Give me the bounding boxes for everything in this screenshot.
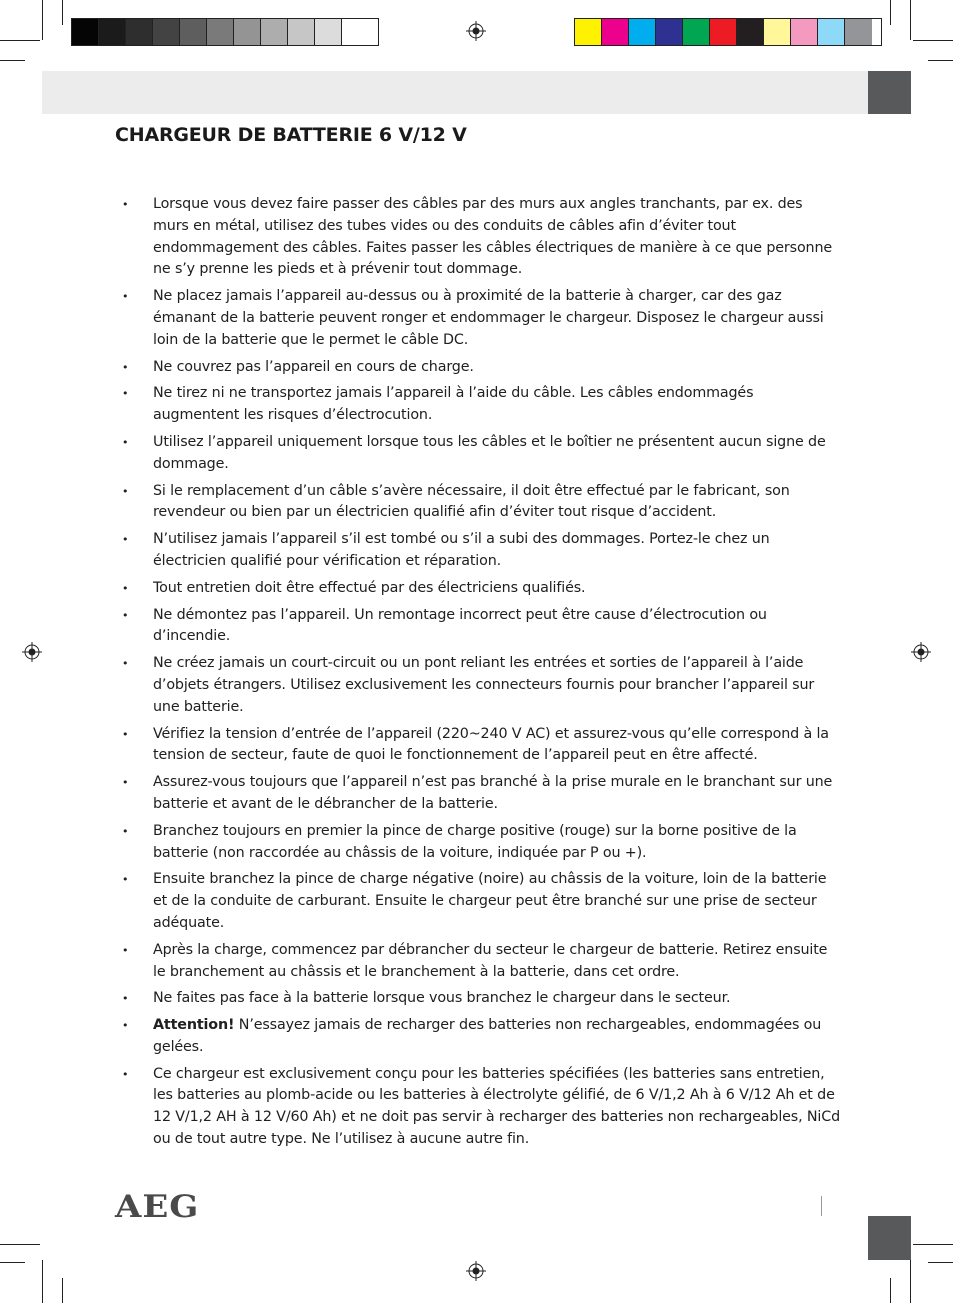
item-text: Branchez toujours en premier la pince de charge positive (rouge) sur la borne positive de la batterie (non raccordée au châssis de la voiture, indiquée par P ou +).: [153, 822, 797, 861]
grayscale-color-bar: [71, 18, 379, 46]
crop-mark: [62, 0, 63, 25]
bullet-icon: •: [122, 533, 129, 547]
color-swatch: [315, 19, 342, 45]
bullet-icon: •: [122, 657, 129, 671]
bullet-icon: •: [122, 1067, 129, 1081]
process-color-bar: [574, 18, 882, 46]
bullet-icon: •: [122, 776, 129, 790]
color-swatch: [764, 19, 791, 45]
color-swatch: [261, 19, 288, 45]
item-text: Ne placez jamais l’appareil au-dessus ou à proximité de la batterie à charger, car des gaz émanant de la batterie peuvent ronger et endommager le chargeur. Disposez le chargeur aussi loin de la batterie que le permet le câble DC.: [153, 288, 824, 348]
crop-mark: [0, 1244, 40, 1245]
list-item: [122, 940, 842, 984]
color-swatch: [207, 19, 234, 45]
item-text: Assurez-vous toujours que l’appareil n’est pas branché à la prise murale en le branchant sur une batterie et avant de le débrancher de la batterie.: [153, 774, 833, 812]
item-text: Tout entretien doit être effectué par des électriciens qualifiés.: [153, 579, 586, 596]
list-item: [122, 653, 842, 718]
color-swatch: [710, 19, 737, 45]
bullet-icon: •: [122, 1019, 129, 1033]
list-item: [122, 772, 842, 816]
crop-mark: [913, 40, 953, 41]
page-tab-bottom: [868, 1216, 911, 1260]
bullet-icon: •: [122, 727, 129, 741]
list-item: [122, 1015, 842, 1059]
page-title: CHARGEUR DE BATTERIE 6 V/12 V: [115, 124, 467, 146]
item-text: Ne démontez pas l’appareil. Un remontage incorrect peut être cause d’électrocution ou d’incendie.: [153, 606, 767, 645]
page-tab-top: [868, 71, 911, 114]
crop-mark: [0, 60, 25, 61]
color-swatch: [575, 19, 602, 45]
crop-mark: [928, 1262, 953, 1263]
item-emphasis: Attention!: [153, 1017, 235, 1034]
crop-mark: [890, 1278, 891, 1303]
item-text: N’utilisez jamais l’appareil s’il est tombé ou s’il a subi des dommages. Portez-le chez un électricien qualifié pour vérification et réparation.: [153, 531, 770, 569]
color-swatch: [126, 19, 153, 45]
item-text: Ensuite branchez la pince de charge négative (noire) au châssis de la voiture, loin de la batterie et de la conduite de carburant. Ensuite le chargeur peut être branché sur une prise de secteur adéquate.: [153, 871, 827, 931]
crop-mark: [913, 1244, 953, 1245]
color-swatch: [818, 19, 845, 45]
color-swatch: [180, 19, 207, 45]
item-text: Lorsque vous devez faire passer des câbles par des murs aux angles tranchants, par ex. des murs en métal, utilisez des tubes vides ou des conduits de câbles afin d’éviter tout endommagement des câbles. Faites passer les câbles électriques de manière à ce que personne ne s’y prenne les pieds et à prévenir tout dommage.: [153, 196, 833, 278]
list-item: [122, 869, 842, 934]
crop-mark: [0, 40, 40, 41]
crop-mark: [910, 0, 911, 40]
bullet-icon: •: [122, 435, 129, 449]
list-item: [122, 578, 842, 600]
item-text: N’essayez jamais de recharger des batteries non rechargeables, endommagées ou gelées.: [153, 1017, 822, 1055]
list-item: [122, 357, 842, 379]
list-item: [122, 529, 842, 573]
item-text: Ne créez jamais un court-circuit ou un pont reliant les entrées et sorties de l’appareil à l’aide d’objets étrangers. Utilisez exclusivement les connecteurs fournis pour brancher l’appareil sur une batterie.: [153, 655, 815, 715]
bullet-icon: •: [122, 581, 129, 595]
bullet-icon: •: [122, 608, 129, 622]
footer-divider: [821, 1196, 822, 1216]
bullet-icon: •: [122, 360, 129, 374]
color-swatch: [683, 19, 710, 45]
crop-mark: [62, 1278, 63, 1303]
bullet-icon: •: [122, 290, 129, 304]
bullet-icon: •: [122, 943, 129, 957]
item-text: Si le remplacement d’un câble s’avère nécessaire, il doit être effectué par le fabricant, son revendeur ou bien par un électricien qualifié afin d’éviter tout risque d’accident.: [153, 482, 790, 521]
item-text: Vérifiez la tension d’entrée de l’appareil (220~240 V AC) et assurez-vous qu’elle correspond à la tension de secteur, faute de quoi le fonctionnement de l’appareil peut en être affecté.: [153, 725, 829, 764]
aeg-logo: AEG: [115, 1189, 200, 1225]
list-item: [122, 1064, 842, 1151]
bullet-icon: •: [122, 873, 129, 887]
item-text: Ne couvrez pas l’appareil en cours de charge.: [153, 358, 474, 375]
list-item: [122, 383, 842, 427]
header-band: [42, 71, 868, 114]
registration-mark-icon: [466, 21, 486, 41]
color-swatch: [845, 19, 872, 45]
color-swatch: [99, 19, 126, 45]
list-item: [122, 821, 842, 865]
bullet-icon: •: [122, 484, 129, 498]
crop-mark: [928, 60, 953, 61]
color-swatch: [288, 19, 315, 45]
color-swatch: [153, 19, 180, 45]
color-swatch: [72, 19, 99, 45]
bullet-icon: •: [122, 387, 129, 401]
registration-mark-icon: [22, 642, 42, 662]
color-swatch: [234, 19, 261, 45]
crop-mark: [0, 1262, 25, 1263]
bullet-icon: •: [122, 198, 129, 211]
crop-mark: [910, 1260, 911, 1303]
color-swatch: [342, 19, 369, 45]
color-swatch: [656, 19, 683, 45]
crop-mark: [42, 1260, 43, 1303]
item-text: Ce chargeur est exclusivement conçu pour les batteries spécifiées (les batteries sans entretien, les batteries au plomb-acide ou les batteries à électrolyte gélifié, de 6 V/1,2 Ah à 6 V/12 Ah et de 12 V/1,2 AH à 12 V/60 Ah) et ne doit pas servir à recharger des batteries non rechargeables, NiCd ou de tout autre type. Ne l’utilisez à aucune autre fin.: [153, 1065, 841, 1148]
bullet-icon: •: [122, 992, 129, 1006]
item-text: Après la charge, commencez par débrancher du secteur le chargeur de batterie. Retirez ensuite le branchement au châssis et le branchement à la batterie, dans cet ordre.: [153, 941, 828, 980]
list-item: [122, 724, 842, 768]
list-item: [122, 432, 842, 476]
list-item: [122, 605, 842, 649]
crop-mark: [890, 0, 891, 25]
list-item: [122, 481, 842, 525]
color-swatch: [602, 19, 629, 45]
bullet-icon: •: [122, 824, 129, 838]
registration-mark-icon: [466, 1261, 486, 1281]
list-item: [122, 194, 842, 281]
item-text: Ne faites pas face à la batterie lorsque vous branchez le chargeur dans le secteur.: [153, 990, 731, 1007]
registration-mark-icon: [911, 642, 931, 662]
color-swatch: [629, 19, 656, 45]
color-swatch: [791, 19, 818, 45]
item-text: Utilisez l’appareil uniquement lorsque tous les câbles et le boîtier ne présentent aucun signe de dommage.: [153, 433, 826, 472]
list-item: [122, 988, 842, 1010]
safety-instructions-list: [122, 194, 842, 1156]
item-text: Ne tirez ni ne transportez jamais l’appareil à l’aide du câble. Les câbles endommagés augmentent les risques d’électrocution.: [153, 385, 754, 424]
list-item: [122, 286, 842, 351]
crop-mark: [42, 0, 43, 40]
color-swatch: [737, 19, 764, 45]
